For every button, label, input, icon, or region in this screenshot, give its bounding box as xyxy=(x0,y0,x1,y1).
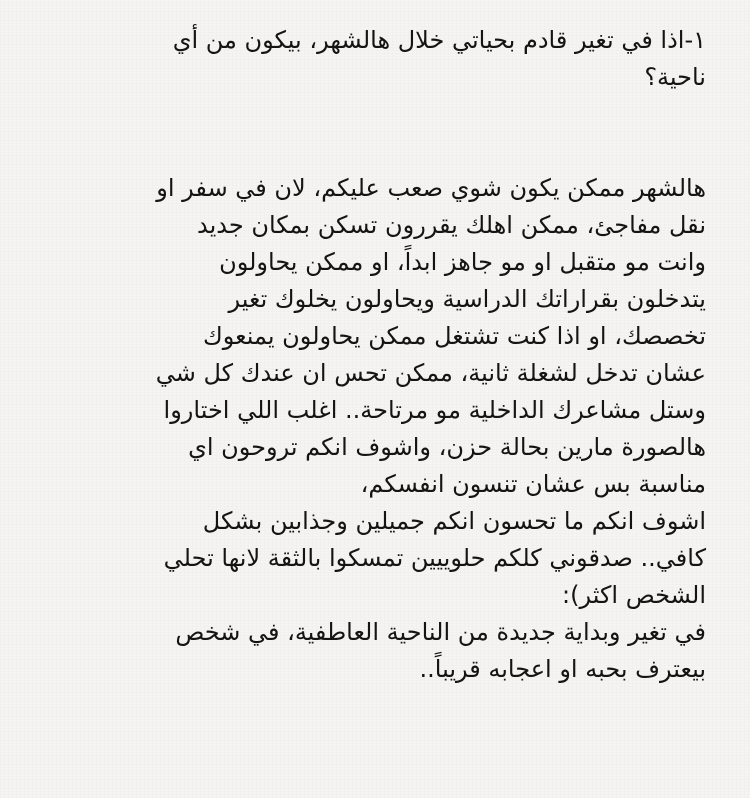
answer-line: كافي.. صدقوني كلكم حلوييين تمسكوا بالثقة لانها تحلي xyxy=(163,544,706,572)
answer-line: هالشهر ممكن يكون شوي صعب عليكم، لان في سفر او xyxy=(156,174,706,202)
answer-line: وانت مو متقبل او مو جاهز ابداً، او ممكن يحاولون xyxy=(219,248,706,276)
answer-line: هالصورة مارين بحالة حزن، واشوف انكم تروحون اي xyxy=(188,433,706,461)
answer-line: نقل مفاجئ، ممكن اهلك يقررون تسكن بمكان جديد xyxy=(197,211,706,239)
question-line-1: ١-اذا في تغير قادم بحياتي خلال هالشهر، بيكون من أي xyxy=(172,26,706,54)
question-line-2: ناحية؟ xyxy=(644,63,706,91)
answer-line: الشخص اكثر): xyxy=(562,581,706,609)
answer-line: مناسبة بس عشان تنسون انفسكم، xyxy=(360,470,706,498)
paragraph-gap xyxy=(40,96,706,133)
answer-line: وستل مشاعرك الداخلية مو مرتاحة.. اغلب اللي اختاروا xyxy=(163,396,706,424)
answer-line: تخصصك، او اذا كنت تشتغل ممكن يحاولون يمنعوك xyxy=(203,322,706,350)
answer-line: اشوف انكم ما تحسون انكم جميلين وجذابين بشكل xyxy=(202,507,706,535)
answer-line: في تغير وبداية جديدة من الناحية العاطفية، في شخص xyxy=(175,618,706,646)
answer-block xyxy=(40,170,706,688)
question-block xyxy=(40,22,706,96)
paragraph-gap xyxy=(40,133,706,170)
answer-line: بيعترف بحبه او اعجابه قريباً.. xyxy=(419,655,706,683)
answer-line: يتدخلون بقراراتك الدراسية ويحاولون يخلوك تغير xyxy=(228,285,706,313)
answer-line: عشان تدخل لشغلة ثانية، ممكن تحس ان عندك كل شي xyxy=(155,359,706,387)
